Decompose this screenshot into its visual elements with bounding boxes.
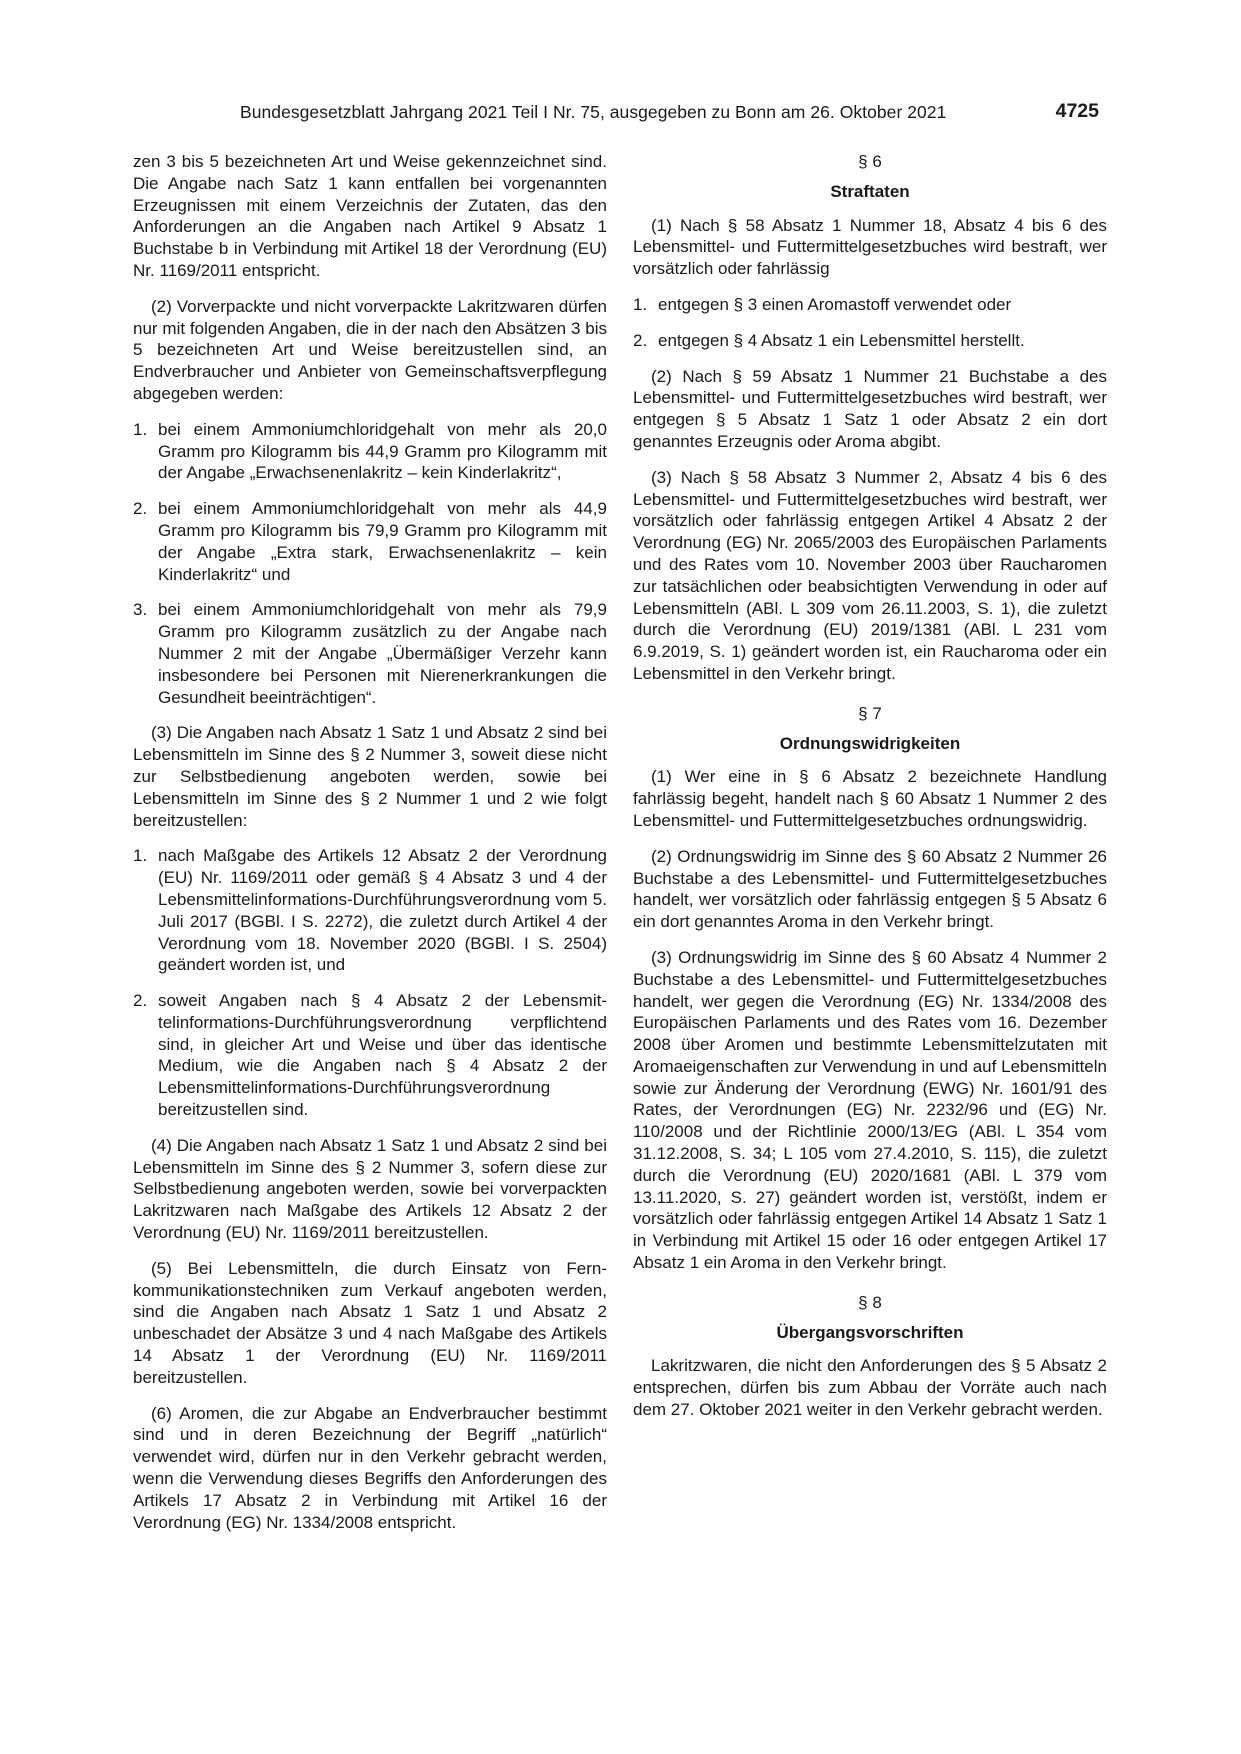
section-number: § 7 — [858, 703, 882, 723]
section-7-paragraph-1: (1) Wer eine in § 6 Absatz 2 bezeichnete Handlung fahrlässig begeht, handelt nach § 60 Absatz 1 Nummer 2 des Lebensmittel- und Futtermittelgesetzbuches ordnungswidrig. — [633, 767, 1107, 830]
section-number: § 6 — [858, 152, 882, 171]
section-6-paragraph-1: (1) Nach § 58 Absatz 1 Nummer 18, Absatz 4 bis 6 des Lebensmittel- und Futtermittelgesetzbuches wird bestraft, wer vorsätzlich oder fahrlässig — [633, 215, 1107, 279]
paragraph-2: (2) Vorverpackte und nicht vorverpackte Lakritzwaren dürfen nur mit folgenden Angaben, die in der nach den Absätzen 3 bis 5 bezeichneten Art und Weise bereitzustellen sind, an Endverbraucher und Anbieter von Gemeinschaftsverpflegung abgegeben werden: — [133, 296, 607, 403]
paragraph-continued: zen 3 bis 5 bezeichneten Art und Weise gekennzeichnet sind. Die Angabe nach Satz 1 kann entfallen bei vorgenannten Erzeugnissen mit einem Verzeichnis der Zutaten, das den Anforderungen an die Angaben nach Artikel 9 Absatz 1 Buchstabe b in Verbindung mit Artikel 18 der Verordnung (EU) Nr. 1169/2011 entspricht. — [133, 152, 607, 280]
section-7-paragraph-3: (3) Ordnungswidrig im Sinne des § 60 Absatz 4 Nummer 2 Buchstabe a des Lebensmittel- und Futtermittelgesetzbuches handelt, wer gegen die Verordnung (EG) Nr. 1334/2008 des Europäischen Parlaments und des Rates vom 16. Dezember 2008 über Aromen und bestimmte Lebensmittelzutaten mit Aromaeigenschaften zur Verwendung in und auf Lebensmitteln sowie zur Änderung der Verordnung (EWG) Nr. 1601/91 des Rates, der Verordnungen (EG) Nr. 2232/96 und (EG) Nr. 110/2008 und der Richtlinie 2000/13/EG (ABl. L 354 vom 31.12.2008, S. 34; L 105 vom 27.4.2010, S. 115), die zuletzt durch die Verordnung (EU) 2020/1681 (ABl. L 379 vom 13.11.2020, S. 27) geändert worden ist, verstößt, indem er vorsätzlich oder fahrlässig entgegen Artikel 14 Absatz 1 Satz 1 in Verbindung mit Artikel 15 oder 16 oder entgegen Artikel 17 Absatz 1 ein Aroma in den Verkehr bringt. — [633, 947, 1107, 1273]
section-6-paragraph-3: (3) Nach § 58 Absatz 3 Nummer 2, Absatz 4 bis 6 des Lebensmittel- und Futtermittelgesetzbuches wird bestraft, wer vorsätzlich oder fahrlässig entgegen Artikel 4 Absatz 2 der Verordnung (EG) Nr. 2065/2003 des Europäischen Parlaments und des Rates vom 10. November 2003 über Raucharomen zur tatsächlichen oder beabsichtigten Verwendung in oder auf Lebensmitteln (ABl. L 309 vom 26.11.2003, S. 1), die zuletzt durch die Verordnung (EU) 2019/1381 (ABl. L 231 vom 6.9.2019, S. 1) geändert worden ist, ein Raucharoma oder ein Lebensmittel in den Verkehr bringt. — [633, 467, 1107, 683]
list-item-number: 1. — [633, 294, 648, 314]
list-item-text: soweit Angaben nach § 4 Absatz 2 der Lebensmittelinformations-Durchführungsverordnung verpflichtend sind, in gleicher Art und Weise und über das identische Medium, wie die Angaben nach § 4 Absatz 2 der Lebensmittelinformations-Durchführungsverordnung bereitzustellen sind. — [158, 991, 607, 1120]
paragraph-4: (4) Die Angaben nach Absatz 1 Satz 1 und Absatz 2 sind bei Lebensmitteln im Sinne des § 2 Nummer 3, sofern diese zur Selbstbedienung angeboten werden, sowie bei vorverpackten Lakritzwaren nach Maßgabe des Artikels 12 Absatz 2 der Verordnung (EU) Nr. 1169/2011 bereitzustellen. — [133, 1135, 607, 1243]
list-item-text: bei einem Ammoniumchloridgehalt von mehr als 44,9 Gramm pro Kilogramm bis 79,9 Gramm pro Kilogramm mit der Angabe „Extra stark, Erwachsenenlakritz – kein Kinderlakritz“ und — [158, 499, 607, 584]
section-8-paragraph-1: Lakritzwaren, die nicht den Anforderungen des § 5 Absatz 2 entsprechen, dürfen bis zum Abbau der Vorräte auch nach dem 27. Oktober 2021 weiter in den Verkehr gebracht werden. — [633, 1356, 1107, 1420]
list-item-number: 2. — [633, 330, 648, 350]
list-item — [633, 294, 1107, 316]
page-number: 4725 — [1055, 100, 1099, 122]
list-item-text: entgegen § 3 einen Aromastoff verwendet oder — [658, 294, 1012, 314]
list-item-number: 3. — [133, 600, 148, 620]
list-item-text: nach Maßgabe des Artikels 12 Absatz 2 der Verordnung (EU) Nr. 1169/2011 oder gemäß § 4 Absatz 3 und 4 der Lebensmittelinformations-Durchführungsverordnung vom 5. Juli 2017 (BGBl. I S. 2272), die zuletzt durch Artikel 4 der Verordnung vom 18. November 2020 (BGBl. I S. 2504) geändert worden ist, und — [158, 846, 607, 975]
list-item-number: 1. — [133, 419, 148, 439]
running-header: Bundesgesetzblatt Jahrgang 2021 Teil I Nr. 75, ausgegeben zu Bonn am 26. Oktober 2021 — [240, 102, 947, 122]
page-header — [130, 100, 1111, 126]
section-6-list — [633, 294, 1107, 352]
list-item-number: 2. — [133, 991, 148, 1011]
list-item — [133, 419, 607, 484]
paragraph-5: (5) Bei Lebensmitteln, die durch Einsatz von Fernkommunikationstechniken zum Verkauf angeboten werden, sind die Angaben nach Absatz 1 Satz 1 und Absatz 2 unbeschadet der Absätze 3 und 4 nach Maßgabe des Artikels 14 Absatz 1 der Verordnung (EU) Nr. 1169/2011 bereitzustellen. — [133, 1258, 607, 1387]
right-column — [633, 151, 1107, 1435]
section-7-paragraph-2: (2) Ordnungswidrig im Sinne des § 60 Absatz 2 Nummer 26 Buchstabe a des Lebensmittel- und Futtermittelgesetzbuches handelt, wer vorsätzlich oder fahrlässig entgegen § 5 Absatz 6 ein dort genanntes Aroma in den Verkehr bringt. — [633, 846, 1107, 932]
list-item — [633, 330, 1107, 352]
section-title: Ordnungswidrigkeiten — [779, 733, 961, 753]
list-paragraph-2 — [133, 419, 607, 709]
section-6-paragraph-2: (2) Nach § 59 Absatz 1 Nummer 21 Buchstabe a des Lebensmittel- und Futtermittelgesetzbuches wird bestraft, wer entgegen § 5 Absatz 1 Satz 1 oder Absatz 2 ein dort genanntes Erzeugnis oder Aroma abgibt. — [633, 366, 1107, 451]
left-column — [133, 151, 607, 1547]
list-item — [133, 845, 607, 976]
section-title: Straftaten — [830, 181, 910, 201]
list-item — [133, 498, 607, 585]
list-item-number: 1. — [133, 846, 148, 866]
section-title: Übergangsvorschriften — [776, 1322, 964, 1342]
list-item — [133, 990, 607, 1121]
paragraph-3: (3) Die Angaben nach Absatz 1 Satz 1 und Absatz 2 sind bei Lebensmitteln im Sinne des § 2 Nummer 3, soweit diese nicht zur Selbstbedienung angeboten werden, sowie bei Lebensmitteln im Sinne des § 2 Nummer 1 und 2 wie folgt bereitzustellen: — [133, 723, 607, 830]
list-item-text: entgegen § 4 Absatz 1 ein Lebensmittel herstellt. — [658, 330, 1025, 350]
list-item — [133, 599, 607, 708]
list-item-text: bei einem Ammoniumchloridgehalt von mehr als 79,9 Gramm pro Kilogramm zusätzlich zu der Angabe nach Nummer 2 mit der Angabe „Übermäßiger Verzehr kann insbesondere bei Personen mit Nierenerkrankungen die Gesundheit beeinträchtigen“. — [158, 600, 607, 707]
paragraph-6: (6) Aromen, die zur Abgabe an Endverbraucher bestimmt sind und in deren Bezeichnung der Begriff „natürlich“ verwendet wird, dürfen nur in den Verkehr gebracht werden, wenn die Verwendung dieses Begriffs den Anforderungen des Artikels 17 Absatz 2 in Verbindung mit Artikel 16 der Verordnung (EG) Nr. 1334/2008 entspricht. — [133, 1403, 607, 1532]
list-item-number: 2. — [133, 499, 148, 519]
list-paragraph-3 — [133, 845, 607, 1121]
list-item-text: bei einem Ammoniumchloridgehalt von mehr als 20,0 Gramm pro Kilogramm bis 44,9 Gramm pro Kilogramm mit der Angabe „Erwachsenenlakritz – kein Kinderlakritz“, — [158, 419, 607, 483]
section-number: § 8 — [858, 1292, 882, 1312]
